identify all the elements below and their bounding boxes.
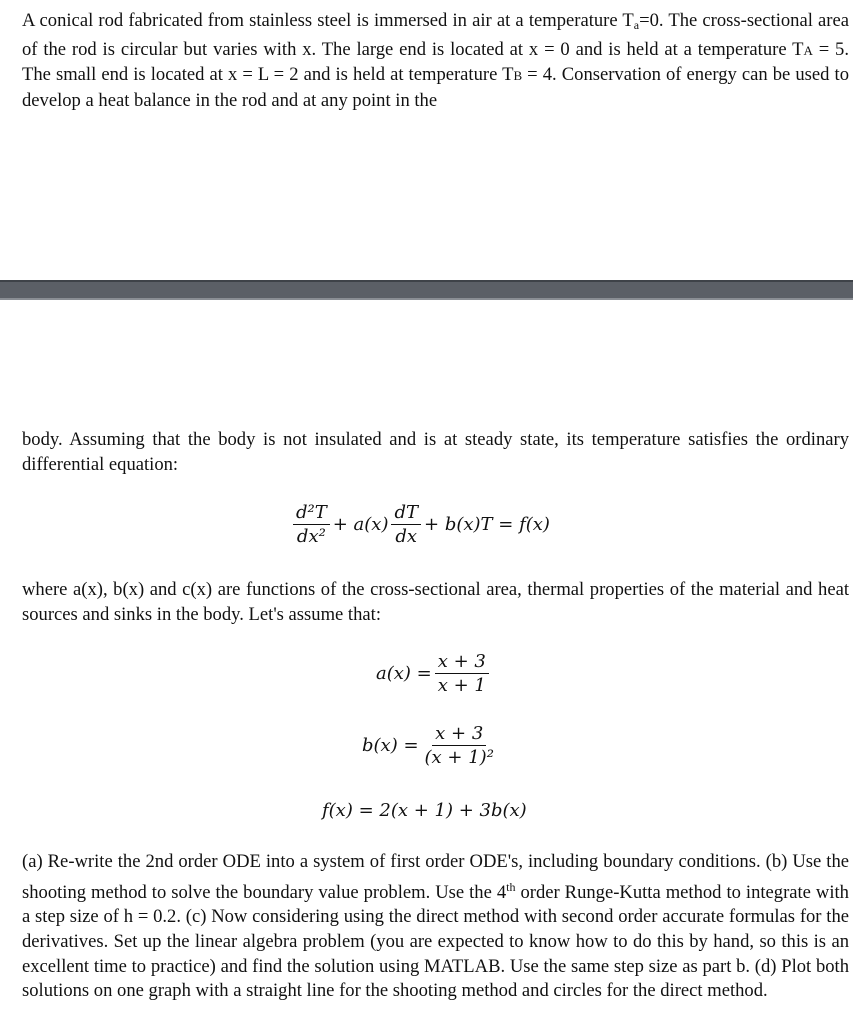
b-numerator: x + 3 [432,723,486,746]
first-derivative-fraction [391,502,421,547]
b-equation [362,723,500,768]
body-paragraph: body. Assuming that the body is not insulated and is at steady state, its temperature satisfies the ordinary differential equation: [22,429,849,475]
a-equation [376,651,492,696]
tasks-paragraph [22,850,849,1004]
ta-subscript: a [633,18,640,32]
second-derivative-numerator: d²T [293,502,330,525]
second-derivative-denominator: dx² [296,526,326,547]
b-equation-lhs: b(x) = [362,735,419,756]
where-paragraph: where a(x), b(x) and c(x) are functions of the cross-sectional area, thermal properties of the material and heat sources and sinks in the body. Let's assume that: [22,579,849,625]
intro-text-3: = 5. The small end is located at x = L = 2 and is held at temperature T [22,38,849,86]
a-numerator: x + 3 [435,651,489,674]
a-denominator: x + 1 [437,675,486,696]
a-fraction [435,651,489,696]
intro-text-2: =0. The cross-sectional area of the rod is circular but varies with x. The large end is located at x = 0 and is held at a temperature T [22,10,849,60]
tA-subscript: A [803,42,813,58]
intro-text-1: A conical rod fabricated from stainless steel is immersed in air at a temperature T [22,10,634,31]
th-superscript: th [506,879,516,894]
first-derivative-numerator: dT [391,502,421,525]
f-equation [322,800,527,821]
page-divider [0,280,853,300]
b-fraction [422,723,497,768]
second-derivative-fraction [293,502,330,547]
b-denominator: (x + 1)² [424,747,494,768]
tB-subscript: B [513,68,523,84]
tasks-text-1: (a) Re-write the 2nd order ODE into a system of first order ODE's, including boundary conditions. (b) Use the shooting method to solve the boundary value problem. Use the 4 [22,851,849,903]
a-equation-lhs: a(x) = [376,663,432,684]
ode-a-term: + a(x) [332,514,389,535]
ode-rest: + b(x)T = f(x) [424,514,550,535]
tasks-text-2: order Runge-Kutta method to integrate with a step size of h = 0.2. (c) Now considering using the direct method with second order accurate formulas for the derivatives. Set up the linear algebra problem (you are expected to know how to do this by hand, so this is an excellent time to practice) and find the solution using MATLAB. Use the same step size as part b. (d) Plot both solutions on one graph with a straight line for the shooting method and circles for the direct method. [22,881,849,1002]
intro-paragraph [22,9,849,113]
intro-text-4: = 4. Conservation of energy can be used to develop a heat balance in the rod and at any point in the [22,64,849,111]
ode-equation [290,502,550,547]
f-equation-text: f(x) = 2(x + 1) + 3b(x) [322,800,527,821]
first-derivative-denominator: dx [395,526,418,547]
